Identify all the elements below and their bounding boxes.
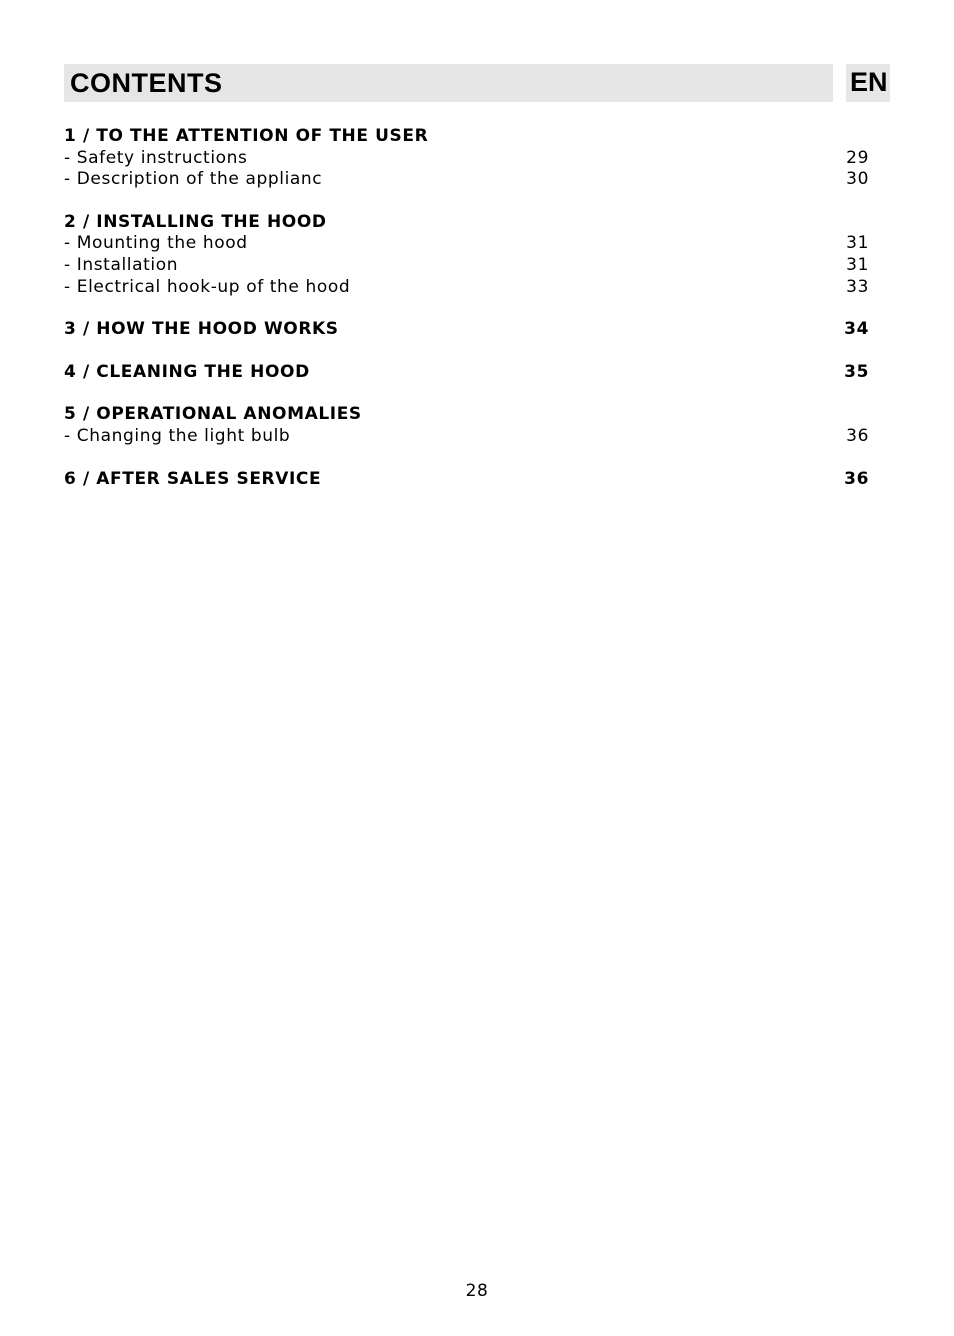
toc-heading-page: 36 [844,468,869,489]
toc-heading[interactable] [64,362,869,384]
toc-heading-label: 6 / AFTER SALES SERVICE [64,468,322,489]
toc-heading-label: 5 / OPERATIONAL ANOMALIES [64,404,362,425]
toc-item-page: 33 [846,276,869,297]
toc-item-page: 31 [846,233,869,254]
table-of-contents [64,126,869,511]
toc-item-label: - Mounting the hood [64,233,248,254]
toc-heading[interactable] [64,469,869,491]
toc-heading[interactable] [64,212,869,234]
toc-heading-page: 35 [844,361,869,382]
toc-heading-label: 1 / TO THE ATTENTION OF THE USER [64,126,429,146]
toc-section-1 [64,126,869,191]
toc-item-label: - Safety instructions [64,147,248,168]
toc-section-4 [64,362,869,384]
toc-item-label: - Changing the light bulb [64,425,291,446]
toc-item[interactable] [64,169,869,191]
toc-item-page: 29 [846,147,869,168]
page-title: CONTENTS [70,68,223,98]
toc-item[interactable] [64,233,869,255]
toc-item-page: 31 [846,254,869,275]
toc-section-6 [64,469,869,491]
contents-header [64,64,890,102]
toc-heading-label: 3 / HOW THE HOOD WORKS [64,319,339,340]
toc-heading[interactable] [64,404,869,426]
toc-item[interactable] [64,426,869,448]
toc-section-3 [64,319,869,341]
toc-item[interactable] [64,148,869,170]
title-bar [64,64,833,102]
toc-item[interactable] [64,255,869,277]
toc-heading-label: 4 / CLEANING THE HOOD [64,361,310,382]
page-number: 28 [465,1281,489,1301]
toc-item-label: - Electrical hook-up of the hood [64,276,351,297]
language-badge [846,64,890,102]
toc-item-label: - Installation [64,254,179,275]
toc-item-label: - Description of the applianc [64,169,323,190]
toc-section-5 [64,404,869,447]
toc-heading-page: 34 [844,319,869,340]
toc-item-page: 30 [846,169,869,190]
toc-heading[interactable] [64,319,869,341]
toc-heading-label: 2 / INSTALLING THE HOOD [64,211,327,232]
toc-heading[interactable] [64,126,869,148]
toc-item-page: 36 [846,425,869,446]
language-label: EN [850,67,888,97]
toc-section-2 [64,212,869,298]
toc-item[interactable] [64,277,869,299]
